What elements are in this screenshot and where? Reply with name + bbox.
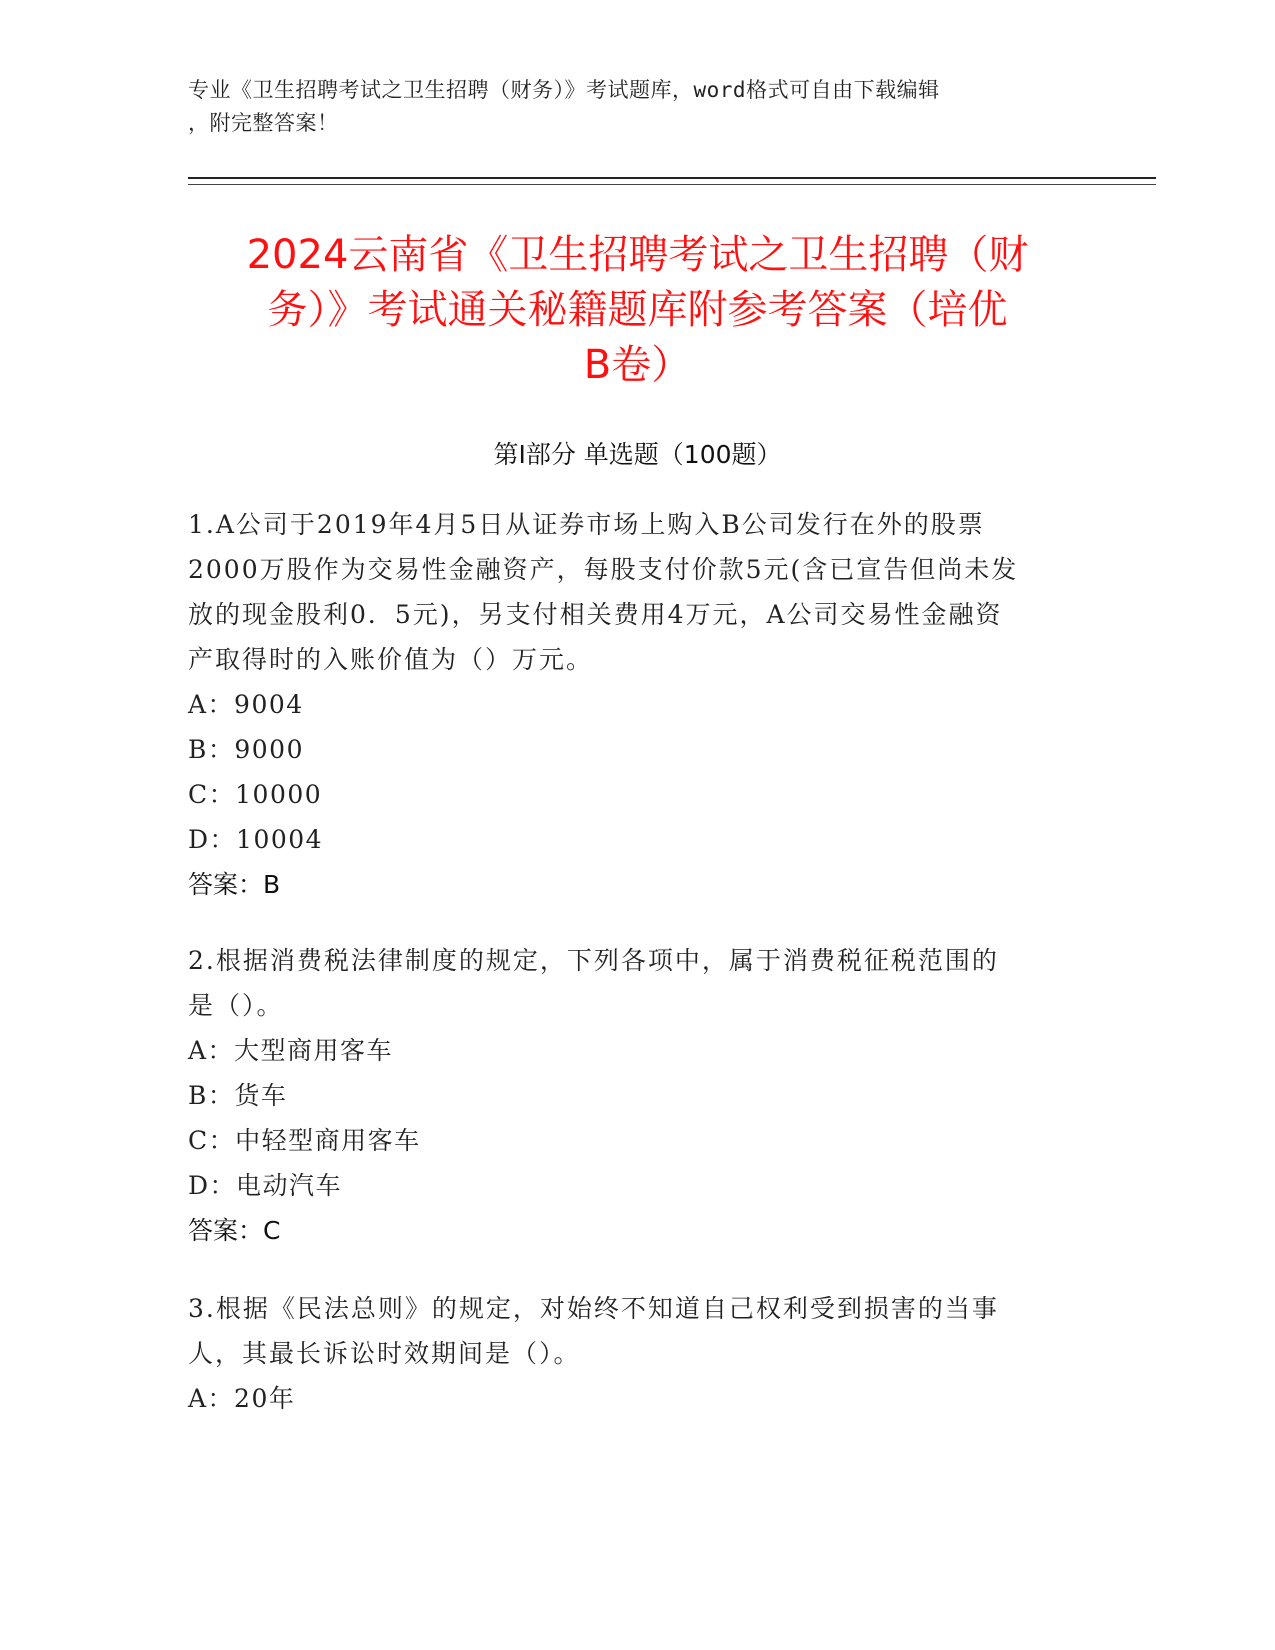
question-stem — [188, 938, 1088, 1028]
section-heading: 第I部分 单选题（100题） — [493, 440, 782, 469]
stem-line: 2.根据消费税法律制度的规定，下列各项中，属于消费税征税范围的 — [188, 946, 999, 975]
header-note — [188, 74, 1088, 140]
header-divider-thin — [188, 184, 1156, 185]
question-3 — [188, 1286, 1088, 1421]
option-d: D：电动汽车 — [188, 1171, 343, 1200]
option-a: A：9004 — [188, 690, 304, 719]
option-a: A：大型商用客车 — [188, 1036, 394, 1065]
stem-line: 人，其最长诉讼时效期间是（）。 — [188, 1339, 581, 1368]
question-2 — [188, 938, 1088, 1253]
question-stem — [188, 1286, 1088, 1376]
stem-line: 是（）。 — [188, 991, 284, 1020]
question-1 — [188, 502, 1088, 907]
header-note-line2: ，附完整答案！ — [188, 111, 339, 135]
header-divider-thick — [188, 177, 1156, 179]
stem-line: 放的现金股利0．5元)，另支付相关费用4万元，A公司交易性金融资 — [188, 600, 1003, 629]
stem-line: 2000万股作为交易性金融资产，每股支付价款5元(含已宣告但尚未发 — [188, 555, 1019, 584]
answer: 答案：B — [188, 870, 281, 899]
document-title — [160, 228, 1115, 393]
header-note-line1: 专业《卫生招聘考试之卫生招聘（财务）》考试题库，word格式可自由下载编辑 — [188, 78, 940, 102]
question-stem — [188, 502, 1088, 682]
option-a: A：20年 — [188, 1384, 296, 1413]
option-b: B：9000 — [188, 735, 304, 764]
title-line1: 2024云南省《卫生招聘考试之卫生招聘（财 — [246, 232, 1029, 278]
title-line3: B卷） — [583, 342, 692, 388]
title-line2: 务）》考试通关秘籍题库附参考答案（培优 — [267, 287, 1008, 333]
option-b: B：货车 — [188, 1081, 288, 1110]
option-d: D：10004 — [188, 825, 324, 854]
option-c: C：中轻型商用客车 — [188, 1126, 421, 1155]
stem-line: 3.根据《民法总则》的规定，对始终不知道自己权利受到损害的当事 — [188, 1294, 999, 1323]
stem-line: 1.A公司于2019年4月5日从证券市场上购入B公司发行在外的股票 — [188, 510, 985, 539]
stem-line: 产取得时的入账价值为（）万元。 — [188, 645, 594, 674]
option-c: C：10000 — [188, 780, 323, 809]
answer: 答案：C — [188, 1216, 281, 1245]
